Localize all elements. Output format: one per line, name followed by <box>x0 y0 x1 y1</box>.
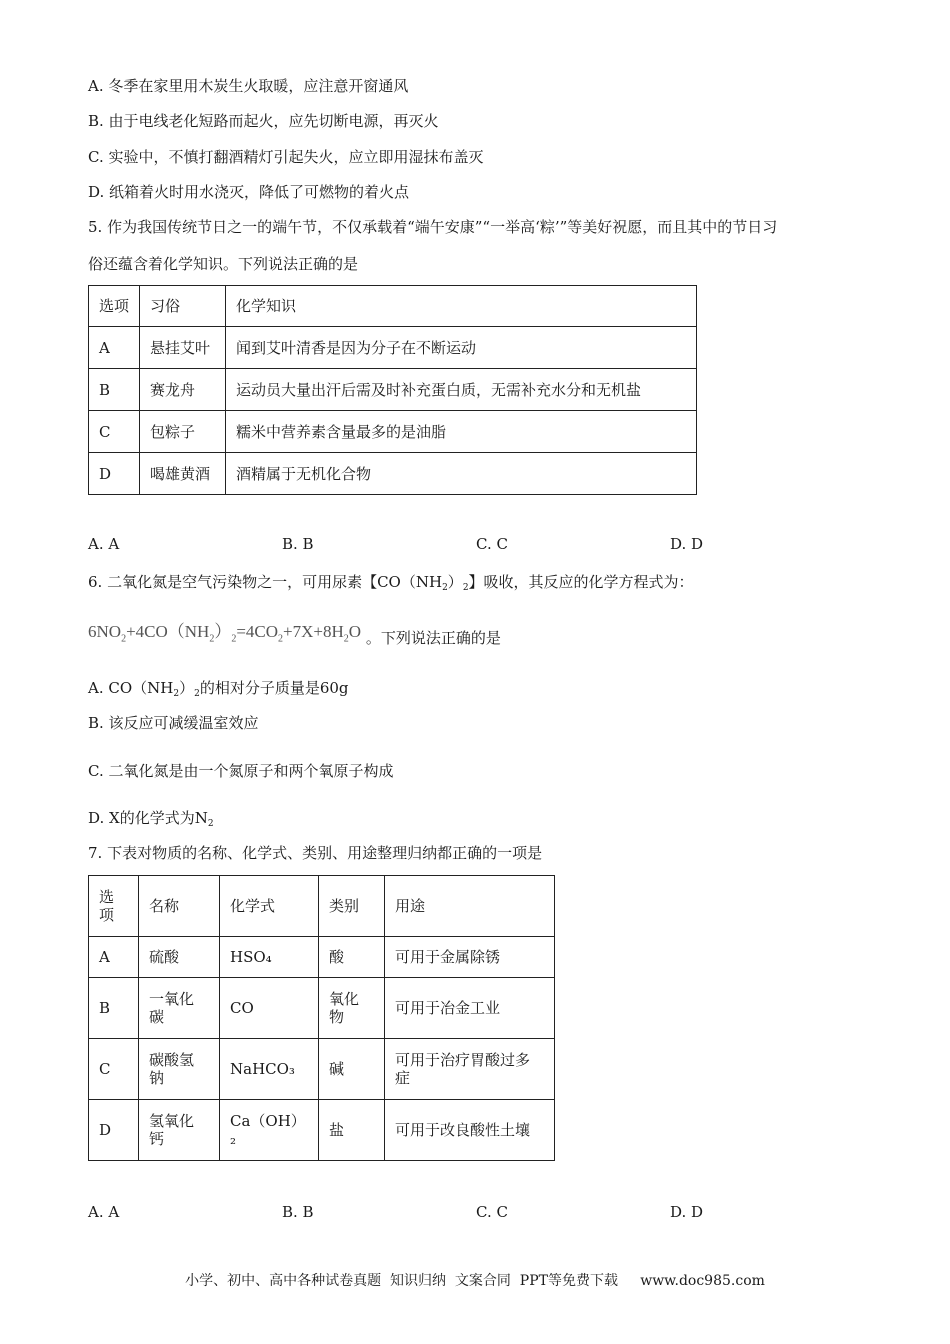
answer-b: B. B <box>282 535 314 553</box>
table-cell: A <box>89 327 140 369</box>
table-row <box>89 453 697 495</box>
table-cell: 运动员大量出汗后需及时补充蛋白质，无需补充水分和无机盐 <box>226 369 697 411</box>
q4-option-d: D. 纸箱着火时用水浇灭，降低了可燃物的着火点 <box>88 183 410 201</box>
table-row <box>89 1039 555 1100</box>
table-cell: 碱 <box>319 1039 385 1100</box>
q7-answers <box>88 1202 868 1222</box>
table-cell: C <box>89 1039 139 1100</box>
table-cell: 酸 <box>319 937 385 978</box>
table-row <box>89 369 697 411</box>
table-cell: B <box>89 369 140 411</box>
header-cell: 选 项 <box>89 876 139 937</box>
table-row <box>89 327 697 369</box>
q6-stem: 6. 二氧化氮是空气污染物之一，可用尿素【$CO(NH_2)_2$】吸收，其反应的化学方程式为： <box>88 573 694 593</box>
q6-option-d: D. X的化学式为$N_2$ <box>88 809 214 829</box>
header-cell: 名称 <box>139 876 220 937</box>
table-row <box>89 411 697 453</box>
table-cell: 可用于冶金工业 <box>385 978 555 1039</box>
table-cell: 悬挂艾叶 <box>140 327 226 369</box>
header-cell: 选项 <box>89 286 140 327</box>
table-cell: A <box>89 937 139 978</box>
table-row <box>89 1100 555 1161</box>
answer-c: C. C <box>476 1203 508 1221</box>
q5-stem-line1: 5. 作为我国传统节日之一的端午节，不仅承载着“端午安康”“一举高‘粽’”等美好祝愿，而且其中的节日习 <box>88 218 778 236</box>
q7-table <box>88 875 555 1161</box>
equation-tail: 。下列说法正确的是 <box>365 629 501 647</box>
table-cell: 可用于改良酸性土壤 <box>385 1100 555 1161</box>
table-row <box>89 978 555 1039</box>
table-cell: D <box>89 453 140 495</box>
q4-option-b: B. 由于电线老化短路而起火，应先切断电源，再灭火 <box>88 112 439 130</box>
header-cell: 化学式 <box>220 876 319 937</box>
answer-c: C. C <box>476 535 508 553</box>
header-cell: 习俗 <box>140 286 226 327</box>
table-cell: 可用于金属除锈 <box>385 937 555 978</box>
q6-option-b: B. 该反应可减缓温室效应 <box>88 714 259 732</box>
answer-b: B. B <box>282 1203 314 1221</box>
header-cell: 用途 <box>385 876 555 937</box>
footer-text: 小学、初中、高中各种试卷真题 知识归纳 文案合同 PPT等免费下载 www.doc985.com <box>185 1273 765 1289</box>
table-cell: 硫酸 <box>139 937 220 978</box>
table-cell: 氢氧化 钙 <box>139 1100 220 1161</box>
q6-option-a: A. $CO(NH_2)_2$的相对分子质量是60g <box>88 679 349 699</box>
table-cell: CO <box>220 978 319 1039</box>
header-cell: 类别 <box>319 876 385 937</box>
q4-option-a: A. 冬季在家里用木炭生火取暖，应注意开窗通风 <box>88 77 409 95</box>
table-cell: 酒精属于无机化合物 <box>226 453 697 495</box>
q5-answers <box>88 534 868 554</box>
answer-d: D. D <box>670 1203 704 1221</box>
table-cell: 碳酸氢 钠 <box>139 1039 220 1100</box>
table-cell: 赛龙舟 <box>140 369 226 411</box>
chemical-equation <box>88 617 501 647</box>
table-cell: Ca（OH） ₂ <box>220 1100 319 1161</box>
table-cell: NaHCO₃ <box>220 1039 319 1100</box>
q5-table <box>88 285 697 495</box>
table-cell: 盐 <box>319 1100 385 1161</box>
table-cell: D <box>89 1100 139 1161</box>
header-cell: 化学知识 <box>226 286 697 327</box>
table-cell: 一氧化 碳 <box>139 978 220 1039</box>
table-cell: C <box>89 411 140 453</box>
table-cell: 喝雄黄酒 <box>140 453 226 495</box>
table-cell: 闻到艾叶清香是因为分子在不断运动 <box>226 327 697 369</box>
q5-stem-line2: 俗还蕴含着化学知识。下列说法正确的是 <box>88 255 359 273</box>
q4-option-c: C. 实验中，不慎打翻酒精灯引起失火，应立即用湿抹布盖灭 <box>88 148 484 166</box>
answer-d: D. D <box>670 535 704 553</box>
equation-formula: $6NO_2+4CO(NH_2)_2=4CO_2+7X+8H_2O$ <box>88 622 362 645</box>
table-cell: 氧化 物 <box>319 978 385 1039</box>
q7-stem: 7. 下表对物质的名称、化学式、类别、用途整理归纳都正确的一项是 <box>88 844 543 862</box>
table-header-row <box>89 286 697 327</box>
table-row <box>89 937 555 978</box>
answer-a: A. A <box>88 535 120 553</box>
table-cell: 包粽子 <box>140 411 226 453</box>
answer-a: A. A <box>88 1203 120 1221</box>
table-cell: 糯米中营养素含量最多的是油脂 <box>226 411 697 453</box>
table-cell: 可用于治疗胃酸过多 症 <box>385 1039 555 1100</box>
table-cell: B <box>89 978 139 1039</box>
table-header-row <box>89 876 555 937</box>
table-cell: HSO₄ <box>220 937 319 978</box>
q6-option-c: C. 二氧化氮是由一个氮原子和两个氧原子构成 <box>88 762 394 780</box>
